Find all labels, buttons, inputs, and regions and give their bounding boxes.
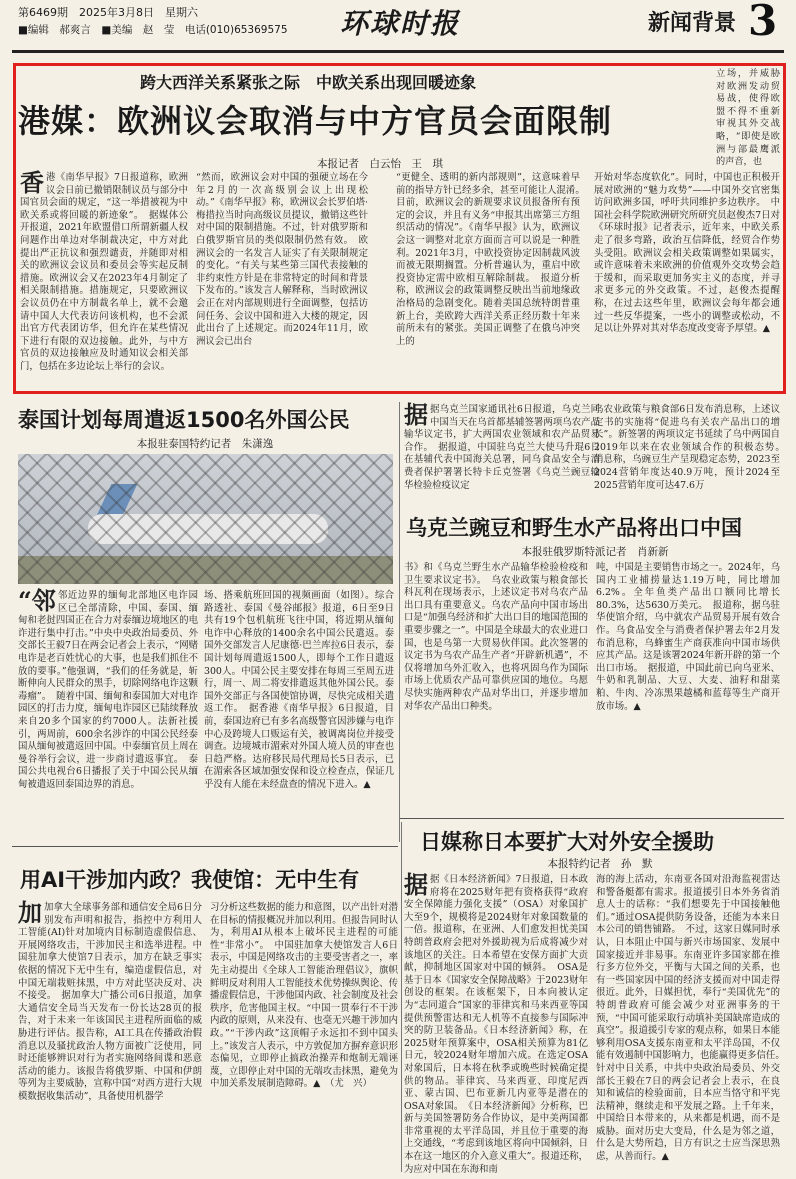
lead-col-2: “然而，欧洲议会对中国的强硬立场在今年2月的一次高级别会议上出现松动。”《南华早报》称，欧洲议会长罗伯塔·梅措拉当时向高级议员提议，撤销这些针对中国的限制措施。不过，针对俄罗斯和白俄罗斯官员的类似限制仍然有效。 欧洲议会的一名发言人证实了有关限制规定的变化。“有关与某些第三国代表接触的非约束性方针是在非常特定的时间和背景下发布的。”该发言人解释称，当时欧洲议会正在对内部规则进行全面调整，包括访问任务、会议中国和进入大楼的规定，因此出台了上述规定。而2024年11月，欧洲议会已出台	[196, 172, 368, 347]
section-title: 新闻背景	[648, 10, 737, 36]
lead-col-4: 开始对华态度软化”。同时，中国也正积极开展对欧洲的“魅力攻势”——中国外交官密集访问欧洲多国，呼吁共同维护多边秩序。 中国社会科学院欧洲研究所研究员赵俊杰7日对《环球时报》记者表示，近年来，中欧关系走了很多弯路，政治互信降低，经贸合作势头受阻。欧洲议会相关政策调整如果属实，或许意味着未来欧洲的价值观外交攻势会趋于缓和，而采取更加务实主义的态度，并寻求更多元的外交政策。不过，赵俊杰提醒称，在过去这些年里，欧洲议会每年都会通过一些反华提案，一些小的调整或松动，不足以让外界对其对华态度改变寄予厚望。▲	[594, 172, 780, 335]
thai-col-2: 场、搭乘航班回国的视频画面（如图）。综合路透社、泰国《曼谷邮报》报道，6日至9日共有19个包机航班飞往中国，将近期从缅甸电诈中心释放的1400余名中国公民遣返。泰国外交部发言人尼康德·巴兰库拉6日表示，泰国计划每周遣返1500人，即每个工作日遣返300人。中国公民主要安排在每周三至周五进行，周一、周二将安排遣返其他外国公民。泰国外交部正与各国使馆协调，尽快完成相关遣返工作。 据香港《南华早报》6日报道，目前，泰国边府已有多名高级警官因涉嫌与电诈中心及跨境人口贩运有关，被调离岗位并接受调查。边境城市湄索对外国人境人员的审查也日趋严格。达府移民局代理局长5日表示，已在湄索各区域加强安保和设立检查点，保证几乎没有人能在未经盘查的情况下进入。▲	[204, 590, 394, 790]
ukr-col-1: 书》和《乌克兰野生水产品输华检验检疫和卫生要求议定书》。 乌农业政策与粮食部长科瓦利在现场表示，上述议定书对乌农产品出口具有重要意义。乌农产品向中国市场出口是“加强乌经济和扩大出口目的地国范围的重要步骤之一”。中国是全球最大的农业进口国，也是乌第一大贸易伙伴国。此次签署的议定书为乌农产品生产者“开辟新机遇”，不仅将增加乌外汇收入，也将巩固乌作为国际市场上优质农产品可靠供应国的地位。乌愿尽快实施两种农产品对华出口，并逐步增加对华农产品出口种类。	[404, 562, 588, 712]
japan-col-2: 海的海上活动，东南亚各国对沿海监视雷达和警备艇都有需求。报道援引日本外务省消息人士的话称：“我们想要先于中国接触他们。”通过OSA提供防务设备，还能为本来日本公司的销售铺路。 不过，这家日媒同时承认，日本阻止中国与新兴市场国家、发展中国家接近并非易事。东南亚许多国家都在推行多方位外交，平衡与大国之间的关系，也有一些国家因中国的经济支援而对中国走得很近。此外，日媒担忧，奉行“美国优先”的特朗普政府可能会减少对亚洲事务的干预，“中国可能采取行动填补美国缺席造成的真空”。报道援引专家的观点称，如果日本能够利用OSA支援东南亚和太平洋岛国，不仅能有效遏制中国影响力，也能赢得更多信任。 针对中日关系，中共中央政治局委员、外交部长王毅在7日的两会记者会上表示，在良知和诚信的检验面前，日本应当恪守和平宪法精神，继续走和平发展之路。上千年来，中国给日本带来的，从来都是机遇，而不是威胁。面对历史大变局，什么是为邻之道，什么是大势所趋，日方有识之士应当深思熟虑，从善而行。▲	[596, 874, 790, 1163]
thai-byline: 本报驻泰国特约记者 朱潇逸	[136, 438, 274, 450]
section-rule	[12, 846, 398, 847]
column-divider	[399, 402, 400, 842]
page-number: 3	[748, 0, 778, 45]
lead-col-1: 香港《南华早报》7日报道称，欧洲议会日前已撤销限制议员与部分中国官员会面的规定，“这一举措被视为中欧关系或将回暖的新迹象”。 据媒体公开报道，2021年欧盟借口所谓新疆人权问题作出单边对华制裁决定，中方对此提出严正抗议和强烈谴责，并随即对相关的欧洲议会议员和委员会等实起反制措施。欧洲议会又在2023年4月制定了相关限制措施。措施规定，只要欧洲议会议员仍在中方制裁名单上，就不会邀请中国人大代表访问该机构，也不会派出官方代表团访华，但允许在某些情况下进行有限的双边接触。此外，与中方官员的双边接触应及时通知议会相关部门，包括在多边论坛上举行的会议。	[20, 168, 188, 372]
japan-byline: 本报特约记者 孙 默	[547, 858, 653, 870]
ai-col-1: 加加拿大全球事务部和通信安全局6日分别发布声明和报告，指控中方利用人工智能(AI)针对加境内目标制造虚假信息、开展网络攻击，干涉加民主和选举进程。中国驻加拿大使馆7日表示，加方在缺乏事实依据的情况下无中生有，编造虚假信息，对中国无端栽赃抹黑，中方对此坚决反对、决不接受。 据加拿大广播公司6日报道，加拿大通信安全局当天发布一份长达28页的报告，对于未来一年该国民主进程所面临的威胁进行评估。报告称，AI工具在传播政治假消息以及骚扰政治人物方面被广泛使用，同时还能够辨识对行为者实施网络间谍和恶意活动的能力。该报告将俄罗斯、中国和伊朗等列为主要威胁，宣称中国“对西方进行大规模数据收集活动”，具备使用机器学	[18, 898, 202, 1102]
editor-info: ■编辑 郝爽言 ■美编 赵 莹 电话(010)65369575	[18, 24, 288, 36]
section-rule	[400, 818, 784, 819]
ukr-col-4: 乌农业政策与粮食部6日发布消息称，上述议定书的实施将“促进乌有关农产品出口的增长”。新签署的两项议定书延续了乌中两国自2019年以来在农业领域合作的积极态势。 消息称，乌豌豆生产呈现稳定态势，2023至2024营销年度达40.9万吨，预计2024至2025营销年度可达47.6万	[594, 404, 790, 491]
lead-byline: 本报记者 白云怡 王 琪	[317, 158, 443, 170]
lead-col-3: “更健全、透明的新内部规则”，这意味着早前的指导方针已经多余，甚至可能让人混淆。 目前，欧洲议会的新规要求议员报备所有预定的会议，并且有义务“申报其出席第三方组织活动的情况”。《南华早报》认为，欧洲议会这一调整对北京方面而言可以说是一种胜利。2021年3月，中欧投资协定因制裁风波而被无限期搁置。分析普遍认为，重启中欧投资协定需中欧相互解除制裁。 报道分析称，欧洲议会的政策调整反映出当前地缘政治格局的急剧变化。随着美国总统特朗普重新上台，美欧跨大西洋关系正经历数十年来前所未有的紧张。美国正调整了在俄乌冲突上的	[396, 172, 590, 347]
issue-info: 第6469期 2025年3月8日 星期六	[18, 6, 198, 19]
ukr-col-2: 吨，中国是主要销售市场之一。2024年，乌国内工业捕捞量达1.19万吨，同比增加6.2%。全年鱼类产品出口额同比增长80.3%，达5630万美元。 报道称，据乌驻华使馆介绍，乌中就农产品贸易开展有效合作。乌食品安全与消费者保护署去年2月发布消息称，乌蜂蜜生产商获准向中国市场供应其产品。这是该署2024年新开辟的第一个出口市场。 据报道，中国此前已向乌亚米、牛奶和乳制品、大豆、大麦、油籽和甜菜粕、牛肉、冷冻黑果越橘和蓝莓等生产商开放市场。▲	[596, 562, 780, 712]
repatriation-photo	[18, 454, 393, 584]
japan-headline: 日媒称日本要扩大对外安全援助	[420, 830, 714, 854]
column-divider	[401, 822, 402, 1172]
lead-headline: 港媒：欧洲议会取消与中方官员会面限制	[18, 102, 613, 140]
ai-headline: 用AI干涉加内政？我使馆：无中生有	[20, 868, 360, 892]
ukr-col-0: 据据乌克兰国家通讯社6日报道，乌克兰同中国当天在乌首都基辅签署两项乌农产品输华议定书，扩大两国农业领域和农产品贸易合作。 据报道，中国驻乌克兰大使马升琨6日在基辅代表中国海关总署，同乌食品安全与消费者保护署署长特卡丘克签署《乌克兰豌豆输华检验检疫议定	[404, 400, 600, 491]
thai-headline: 泰国计划每周遣返1500名外国公民	[18, 408, 350, 432]
ai-col-2: 习分析这些数据的能力和意图，以产出针对潜在目标的情报概况并加以利用。但报告同时认为，利用AI从根本上破坏民主进程的可能性“非常小”。 中国驻加拿大使馆发言人6日表示，中国是网络攻击的主要受害者之一，率先主动提出《全球人工智能治理倡议》，旗帜鲜明反对利用人工智能技术优势操纵舆论、传播虚假信息，干涉他国内政、社会制度及社会秩序，危害他国主权。“中国一贯奉行不干涉内政的原则，从来没有、也毫无兴趣干涉加内政。”“干涉内政”这顶帽子永远扣不到中国头上。”该发言人表示，中方敦促加方摒弃意识形态偏见，立即停止搞政治操弄和炮制无端诬蔑，立即停止对中国的无端攻击抹黑，避免为中加关系发展制造障碍。▲ （尤 兴）	[210, 902, 398, 1090]
japan-col-1: 据据《日本经济新闻》7日报道，日本政府将在2025财年把有资格获得“政府安全保障能力强化支援”（OSA）对象国扩大至9个，规模将是2024财年对象国数量的一倍。报道称，在亚洲、人们愈发担忧美国特朗普政府会把对外援助视为后成将减少对该地区的关注。日本希望在安保方面扩大贡献，抑制地区国家对中国的倾斜。 OSA是基于日本《国家安全保障战略》于2023财年创设的框架。在该框架下，日本向被认定为“志同道合”国家的菲律宾和马来西亚等国提供预警雷达和无人机等不直接参与国际冲突的防卫装备品。《日本经济新闻》称，在2025财年预算案中，OSA相关预算为81亿日元，较2024财年增加六成。在选定OSA对象国后，日本将在秋季或晚些时候确定提供的物品。菲律宾、马来西亚、印度尼西亚、蒙古国、巴布亚新几内亚等是潜在的OSA对象国。 《日本经济新闻》分析称，巴新与美国签署防务合作协议，是中美两国都非常重视的太平洋岛国，并且位于重要的海上交通线，“考虑到该地区将向中国倾斜，日本在这一地区的介入意义重大”。报道还称，为应对中国在东海和南	[404, 870, 588, 1175]
header-rule	[12, 50, 784, 53]
ukr-headline: 乌克兰豌豆和野生水产品将出口中国	[406, 516, 742, 540]
ukr-byline: 本报驻俄罗斯特派记者 肖新新	[521, 546, 669, 558]
newspaper-logo: 环球时报	[340, 7, 461, 40]
lead-subtitle: 跨大西洋关系紧张之际 中欧关系出现回暖迹象	[140, 73, 477, 92]
thai-col-1: “邻邻近边界的缅甸北部地区电诈园区已全部清除，中国、泰国、缅甸和老挝四国正在合力对泰缅边境地区的电诈进行集中打击。”中央中央政治局委员、外交部长王毅7日在两会记者会上表示，“网赌电诈是老百姓忧心的大事，也是我们抓住不放的要事。”他强调，“我们的任务就是，斩断伸向人民群众的黑手，切除网络电诈这颗毒瘤”。 随着中国、缅甸和泰国加大对电诈园区的打击力度，缅甸电诈园区已陆续释放来自20多个国家的约7000人。法新社援引，两周前，600余名涉诈的中国公民经泰国从缅甸被遣返回中国。中泰缅官员上周在曼谷举行会议，进一步商讨遣返事宜。 泰国公共电视台6日播报了关于中国公民从缅甸被遣返回泰国边界的消息。	[18, 586, 198, 790]
lead-side-column: 立场，并威胁对欧洲发动贸易战，使得欧盟不得不重新审视其外交战略，“即使是欧洲与部最鹰派的声音，也	[716, 68, 780, 168]
